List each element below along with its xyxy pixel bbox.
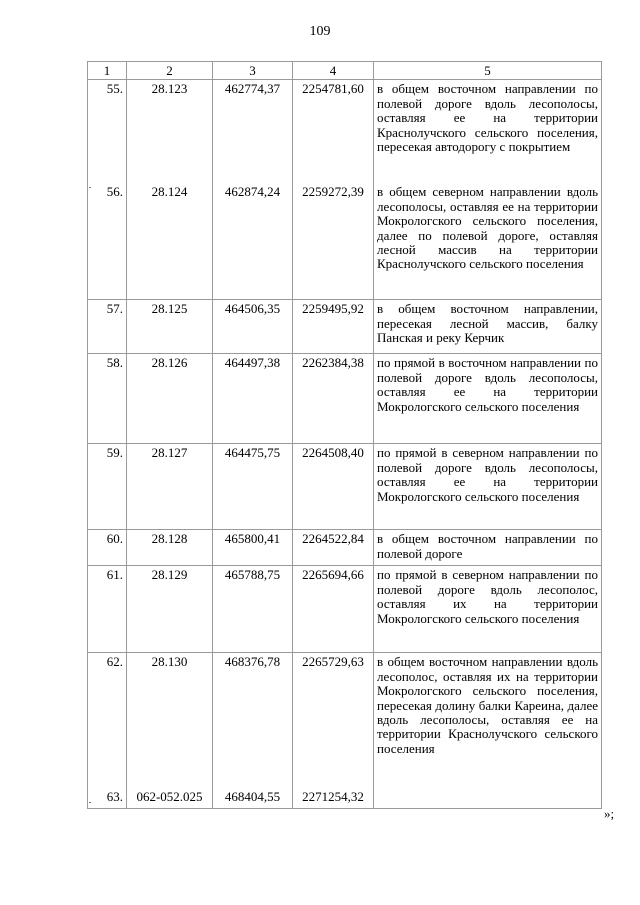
point-id: 062-052.025 bbox=[127, 788, 213, 809]
column-header-1: 1 bbox=[88, 62, 127, 80]
table-row bbox=[88, 530, 602, 566]
column-header-4: 4 bbox=[293, 62, 374, 80]
point-id: 28.124 bbox=[127, 183, 213, 300]
route-description: по прямой в восточном направлении по полевой дороге вдоль лесополосы, оставляя ее на территории Мокрологского сельского поселения bbox=[374, 354, 602, 444]
row-number: 57. bbox=[88, 300, 127, 354]
table-row bbox=[88, 444, 602, 530]
scan-mark bbox=[89, 187, 91, 188]
point-id: 28.123 bbox=[127, 80, 213, 183]
column-header-5: 5 bbox=[374, 62, 602, 80]
x-coordinate: 465788,75 bbox=[213, 566, 293, 653]
table-row bbox=[88, 300, 602, 354]
point-id: 28.129 bbox=[127, 566, 213, 653]
x-coordinate: 468376,78 bbox=[213, 653, 293, 788]
route-description: по прямой в северном направлении по полевой дороге вдоль лесополос, оставляя их на территории Мокрологского сельского поселения bbox=[374, 566, 602, 653]
x-coordinate: 468404,55 bbox=[213, 788, 293, 809]
route-description bbox=[374, 788, 602, 809]
y-coordinate: 2259272,39 bbox=[293, 183, 374, 300]
row-number: 56. bbox=[88, 183, 127, 300]
row-number: 60. bbox=[88, 530, 127, 566]
table-row bbox=[88, 183, 602, 300]
scan-mark bbox=[89, 802, 91, 803]
table-row bbox=[88, 653, 602, 788]
y-coordinate: 2271254,32 bbox=[293, 788, 374, 809]
y-coordinate: 2259495,92 bbox=[293, 300, 374, 354]
y-coordinate: 2264522,84 bbox=[293, 530, 374, 566]
point-id: 28.125 bbox=[127, 300, 213, 354]
x-coordinate: 464497,38 bbox=[213, 354, 293, 444]
table-row bbox=[88, 566, 602, 653]
route-description: в общем восточном направлении, пересекая лесной массив, балку Панская и реку Керчик bbox=[374, 300, 602, 354]
x-coordinate: 462774,37 bbox=[213, 80, 293, 183]
y-coordinate: 2254781,60 bbox=[293, 80, 374, 183]
x-coordinate: 464506,35 bbox=[213, 300, 293, 354]
y-coordinate: 2265729,63 bbox=[293, 653, 374, 788]
row-number: 62. bbox=[88, 653, 127, 788]
route-description: по прямой в северном направлении по полевой дороге вдоль лесополосы, оставляя ее на территории Мокрологского сельского поселения bbox=[374, 444, 602, 530]
x-coordinate: 464475,75 bbox=[213, 444, 293, 530]
point-id: 28.127 bbox=[127, 444, 213, 530]
row-number: 55. bbox=[88, 80, 127, 183]
closing-quote-mark: »; bbox=[604, 806, 615, 821]
route-description: в общем северном направлении вдоль лесополосы, оставляя ее на территории Мокрологского сельского поселения, далее по полевой дороге, оставляя лесной массив на территории Краснолучского сельского поселения bbox=[374, 183, 602, 300]
y-coordinate: 2265694,66 bbox=[293, 566, 374, 653]
y-coordinate: 2264508,40 bbox=[293, 444, 374, 530]
table-row bbox=[88, 354, 602, 444]
point-id: 28.126 bbox=[127, 354, 213, 444]
route-description: в общем восточном направлении вдоль лесополос, оставляя их на территории Мокрологского сельского поселения, пересекая долину балки Кареина, далее вдоль лесополосы, оставляя ее на территории Краснолучского сельского поселения bbox=[374, 653, 602, 788]
page-number: 109 bbox=[309, 24, 331, 39]
route-description: в общем восточном направлении по полевой дороге вдоль лесополосы, оставляя ее на территории Краснолучского сельского поселения, пересекая автодорогу с покрытием bbox=[374, 80, 602, 183]
row-number: 63. bbox=[88, 788, 127, 809]
row-number: 58. bbox=[88, 354, 127, 444]
boundary-coordinates-table bbox=[87, 61, 602, 809]
table-row bbox=[88, 80, 602, 183]
table-header-row bbox=[88, 62, 602, 80]
route-description: в общем восточном направлении по полевой дороге bbox=[374, 530, 602, 566]
x-coordinate: 462874,24 bbox=[213, 183, 293, 300]
column-header-3: 3 bbox=[213, 62, 293, 80]
x-coordinate: 465800,41 bbox=[213, 530, 293, 566]
row-number: 61. bbox=[88, 566, 127, 653]
table-row bbox=[88, 788, 602, 809]
point-id: 28.130 bbox=[127, 653, 213, 788]
column-header-2: 2 bbox=[127, 62, 213, 80]
row-number: 59. bbox=[88, 444, 127, 530]
point-id: 28.128 bbox=[127, 530, 213, 566]
y-coordinate: 2262384,38 bbox=[293, 354, 374, 444]
